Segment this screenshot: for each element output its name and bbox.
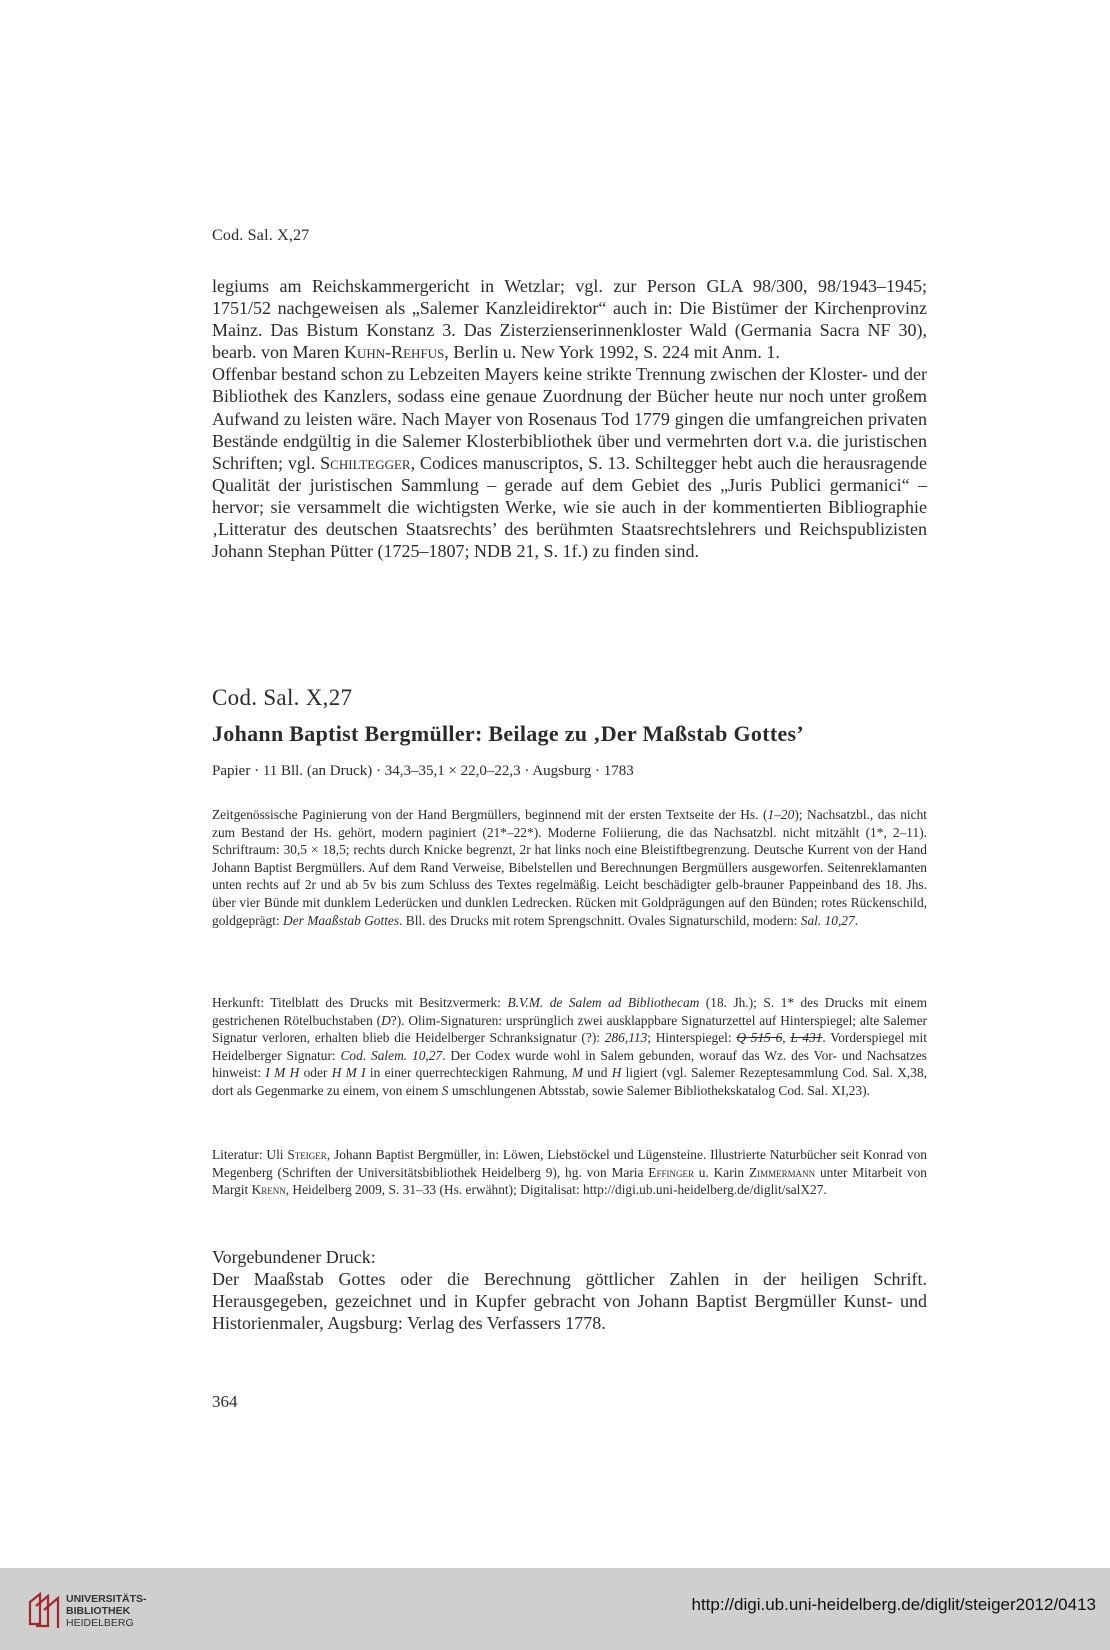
bound-print-section	[212, 1246, 927, 1334]
literature-section	[212, 1146, 927, 1199]
viewer-footer	[0, 1568, 1110, 1650]
codicological-description	[212, 806, 927, 929]
paragraph: Offenbar bestand schon zu Lebzeiten Mayers keine strikte Trennung zwischen der Kloster- und der Bibliothek des Kanzlers, sodass eine genaue Zuordnung der Bücher heute nur noch unter großem Aufwand zu leisten wäre. Nach Mayer von Rosenaus Tod 1779 gingen die umfangreichen privaten Bestände endgültig in die Salemer Klosterbibliothek über und vermehrten dort v.a. die juristischen Schriften; vgl. Schiltegger, Codices manuscriptos, S. 13. Schiltegger hebt auch die herausragende Qualität der juristischen Sammlung – gerade auf dem Gebiet des „Juris Publici germanici“ – hervor; sie versammelt die wichtigsten Werke, wie sie auch in der kommentierten Bibliographie ‚Litteratur des deutschen Staatsrechts’ des berühmten Staatsrechtslehrers und Reichspublizisten Johann Stephan Pütter (1725–1807; NDB 21, S. 1f.) zu finden sind.	[212, 364, 927, 562]
permalink-url[interactable]: http://digi.ub.uni-heidelberg.de/diglit/steiger2012/0413	[691, 1595, 1096, 1614]
library-name: UNIVERSITÄTS- BIBLIOTHEK HEIDELBERG	[66, 1593, 147, 1629]
paragraph: legiums am Reichskammergericht in Wetzlar; vgl. zur Person GLA 98/300, 98/1943–1945; 1751/52 nachgeweisen als „Salemer Kanzleidirektor“ auch in: Die Bistümer der Kirchenprovinz Mainz. Das Bistum Konstanz 3. Das Zisterzienserinnenkloster Wald (Germania Sacra NF 30), bearb. von Maren Kuhn-Rehfus, Berlin u. New York 1992, S. 224 mit Anm. 1.	[212, 276, 927, 363]
entry-title: Johann Baptist Bergmüller: Beilage zu ‚Der Maßstab Gottes’	[212, 721, 804, 746]
page-number: 364	[212, 1392, 238, 1411]
bound-print-text: Der Maaßstab Gottes oder die Berechnung göttlicher Zahlen in der heiligen Schrift. Herausgegeben, gezeichnet und in Kupfer gebracht von Johann Baptist Bergmüller Kunst- und Historienmaler, Augsburg: Verlag des Verfassers 1778.	[212, 1269, 927, 1334]
provenance-section	[212, 994, 927, 1100]
entry-physical-description: Papier · 11 Bll. (an Druck) · 34,3–35,1 × 22,0–22,3 · Augsburg · 1783	[212, 763, 634, 779]
provenance-paragraph: Herkunft: Titelblatt des Drucks mit Besitzvermerk: B.V.M. de Salem ad Bibliothecam (18. Jh.); S. 1* des Drucks mit einem gestrichenen Rötelbuchstaben (D?). Olim-Signaturen: ursprünglich zwei ausklappbare Signaturzettel auf Hinterspiegel; alte Salemer Signatur verloren, erhalten blieb die Heidelberger Schranksignatur (?): 286,113; Hinterspiegel: Q 515 6, L 431. Vorderspiegel mit Heidelberger Signatur: Cod. Salem. 10,27. Der Codex wurde wohl in Salem gebunden, worauf das Wz. des Vor- und Nachsatzes hinweist: I M H oder H M I in einer querrechteckigen Rahmung, M und H ligiert (vgl. Salemer Rezeptesammlung Cod. Sal. X,38, dort als Gegenmarke zu einem, von einem S umschlungenen Abtsstab, sowie Salemer Bibliothekskatalog Cod. Sal. XI,23).	[212, 995, 928, 1098]
literature-paragraph: Literatur: Uli Steiger, Johann Baptist Bergmüller, in: Löwen, Liebstöckel und Lügensteine. Illustrierte Naturbücher seit Konrad von Megenberg (Schriften der Universitätsbibliothek Heidelberg 9), hg. von Maria Effinger u. Karin Zimmermann unter Mitarbeit von Margit Krenn, Heidelberg 2009, S. 31–33 (Hs. erwähnt); Digitalisat: http://digi.ub.uni-heidelberg.de/diglit/salX27.	[212, 1147, 928, 1198]
library-logo-icon	[26, 1588, 62, 1628]
description-paragraph: Zeitgenössische Paginierung von der Hand Bergmüllers, beginnend mit der ersten Textseite der Hs. (1–20); Nachsatzbl., das nicht zum Bestand der Hs. gehört, modern paginiert (21*–22*). Moderne Foliierung, die das Nachsatzbl. nicht mitzählt (1*, 2–11). Schriftraum: 30,5 × 18,5; rechts durch Knicke begrenzt, 2r hat links noch eine Bleistiftbegrenzung. Deutsche Kurrent von der Hand Johann Baptist Bergmüllers. Auf dem Rand Verweise, Bibelstellen und Berechnungen Bergmüllers ausgeworfen. Seitenreklamanten unten rechts auf 2r und ab 5v bis zum Schluss des Textes regelmäßig. Leicht beschädigter gelb-brauner Pappeinband des 18. Jhs. über vier Bünde mit dunklem Lederücken und dunklen Ledrecken. Rücken mit Goldprägungen auf den Bünden; rotes Rückenschild, goldgeprägt: Der Maaßstab Gottes. Bll. des Drucks mit rotem Sprengschnitt. Ovales Signaturschild, modern: Sal. 10,27.	[212, 807, 928, 928]
bound-print-heading: Vorgebundener Druck:	[212, 1247, 376, 1267]
entry-shelfmark: Cod. Sal. X,27	[212, 685, 353, 710]
continuation-text	[212, 275, 927, 562]
running-head: Cod. Sal. X,27	[212, 227, 310, 244]
